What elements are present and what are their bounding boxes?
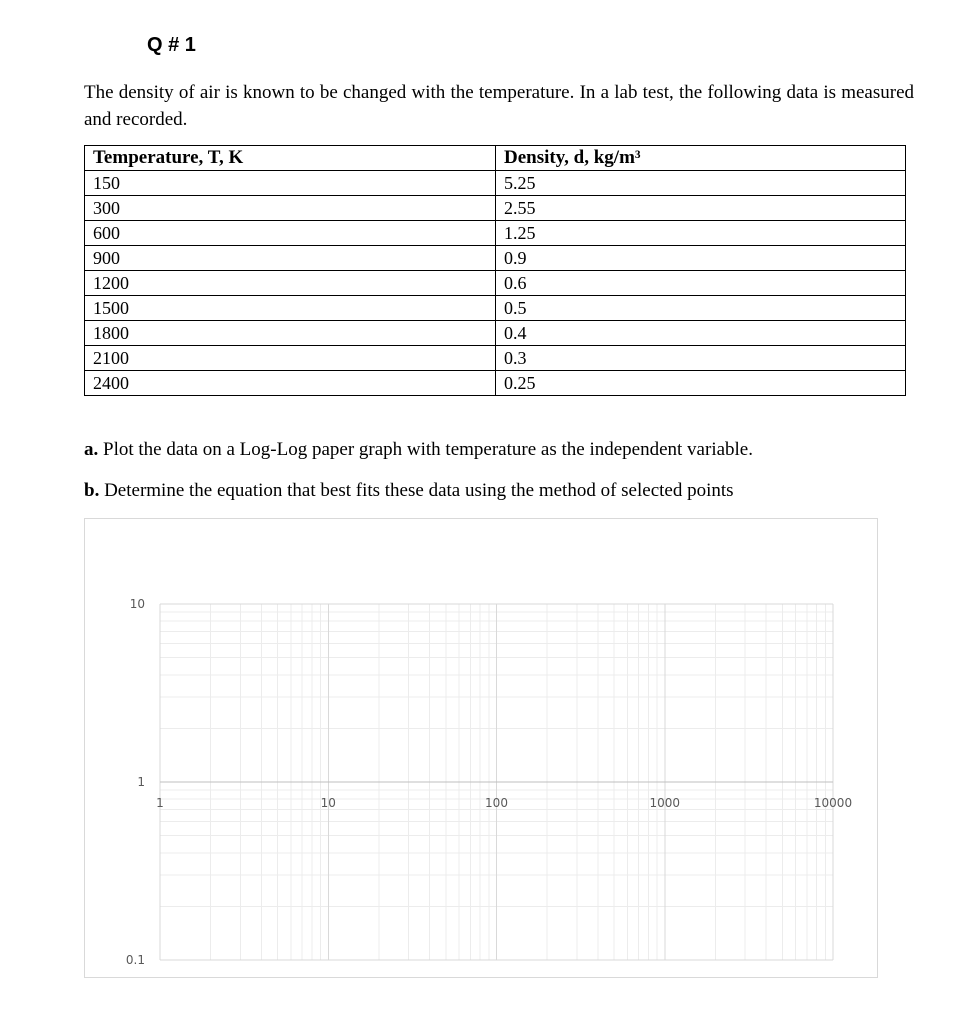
part-b-text: Determine the equation that best fits these data using the method of selected points <box>99 480 734 501</box>
table-row <box>85 371 906 396</box>
temperature-cell: 600 <box>85 221 496 246</box>
question-title: Q # 1 <box>147 34 196 56</box>
part-b-letter: b. <box>84 480 100 501</box>
table-row <box>85 196 906 221</box>
temperature-header: Temperature, T, K <box>85 146 496 171</box>
table-row <box>85 321 906 346</box>
part-a-letter: a. <box>84 439 99 460</box>
temperature-cell: 2400 <box>85 371 496 396</box>
density-cell: 0.25 <box>496 371 906 396</box>
data-table <box>84 145 906 396</box>
part-b <box>84 480 734 502</box>
y-tick-label: 1 <box>137 775 145 789</box>
density-cell: 0.5 <box>496 296 906 321</box>
table-row <box>85 221 906 246</box>
density-cell: 0.9 <box>496 246 906 271</box>
log-log-chart <box>84 518 878 978</box>
table-row <box>85 346 906 371</box>
x-tick-label: 1 <box>156 796 164 810</box>
table-row <box>85 296 906 321</box>
temperature-cell: 1200 <box>85 271 496 296</box>
y-tick-label: 0.1 <box>125 953 145 967</box>
x-tick-label: 100 <box>485 796 508 810</box>
density-cell: 5.25 <box>496 171 906 196</box>
part-a-text: Plot the data on a Log-Log paper graph with temperature as the independent variable. <box>98 439 753 460</box>
part-a <box>84 439 753 461</box>
table-header-row <box>85 146 906 171</box>
density-cell: 0.3 <box>496 346 906 371</box>
density-cell: 1.25 <box>496 221 906 246</box>
log-log-plot <box>85 519 877 977</box>
temperature-cell: 150 <box>85 171 496 196</box>
table-row <box>85 171 906 196</box>
density-cell: 0.4 <box>496 321 906 346</box>
temperature-cell: 300 <box>85 196 496 221</box>
y-tick-label: 10 <box>129 597 145 611</box>
x-tick-label: 1000 <box>649 796 681 810</box>
temperature-cell: 1800 <box>85 321 496 346</box>
table-row <box>85 271 906 296</box>
table-row <box>85 246 906 271</box>
question-intro: The density of air is known to be changed with the temperature. In a lab test, the following data is measured and recorded. <box>84 82 914 130</box>
density-cell: 0.6 <box>496 271 906 296</box>
temperature-cell: 2100 <box>85 346 496 371</box>
density-cell: 2.55 <box>496 196 906 221</box>
density-header: Density, d, kg/m³ <box>496 146 906 171</box>
x-tick-label: 10000 <box>813 796 853 810</box>
temperature-cell: 1500 <box>85 296 496 321</box>
temperature-cell: 900 <box>85 246 496 271</box>
x-tick-label: 10 <box>320 796 336 810</box>
